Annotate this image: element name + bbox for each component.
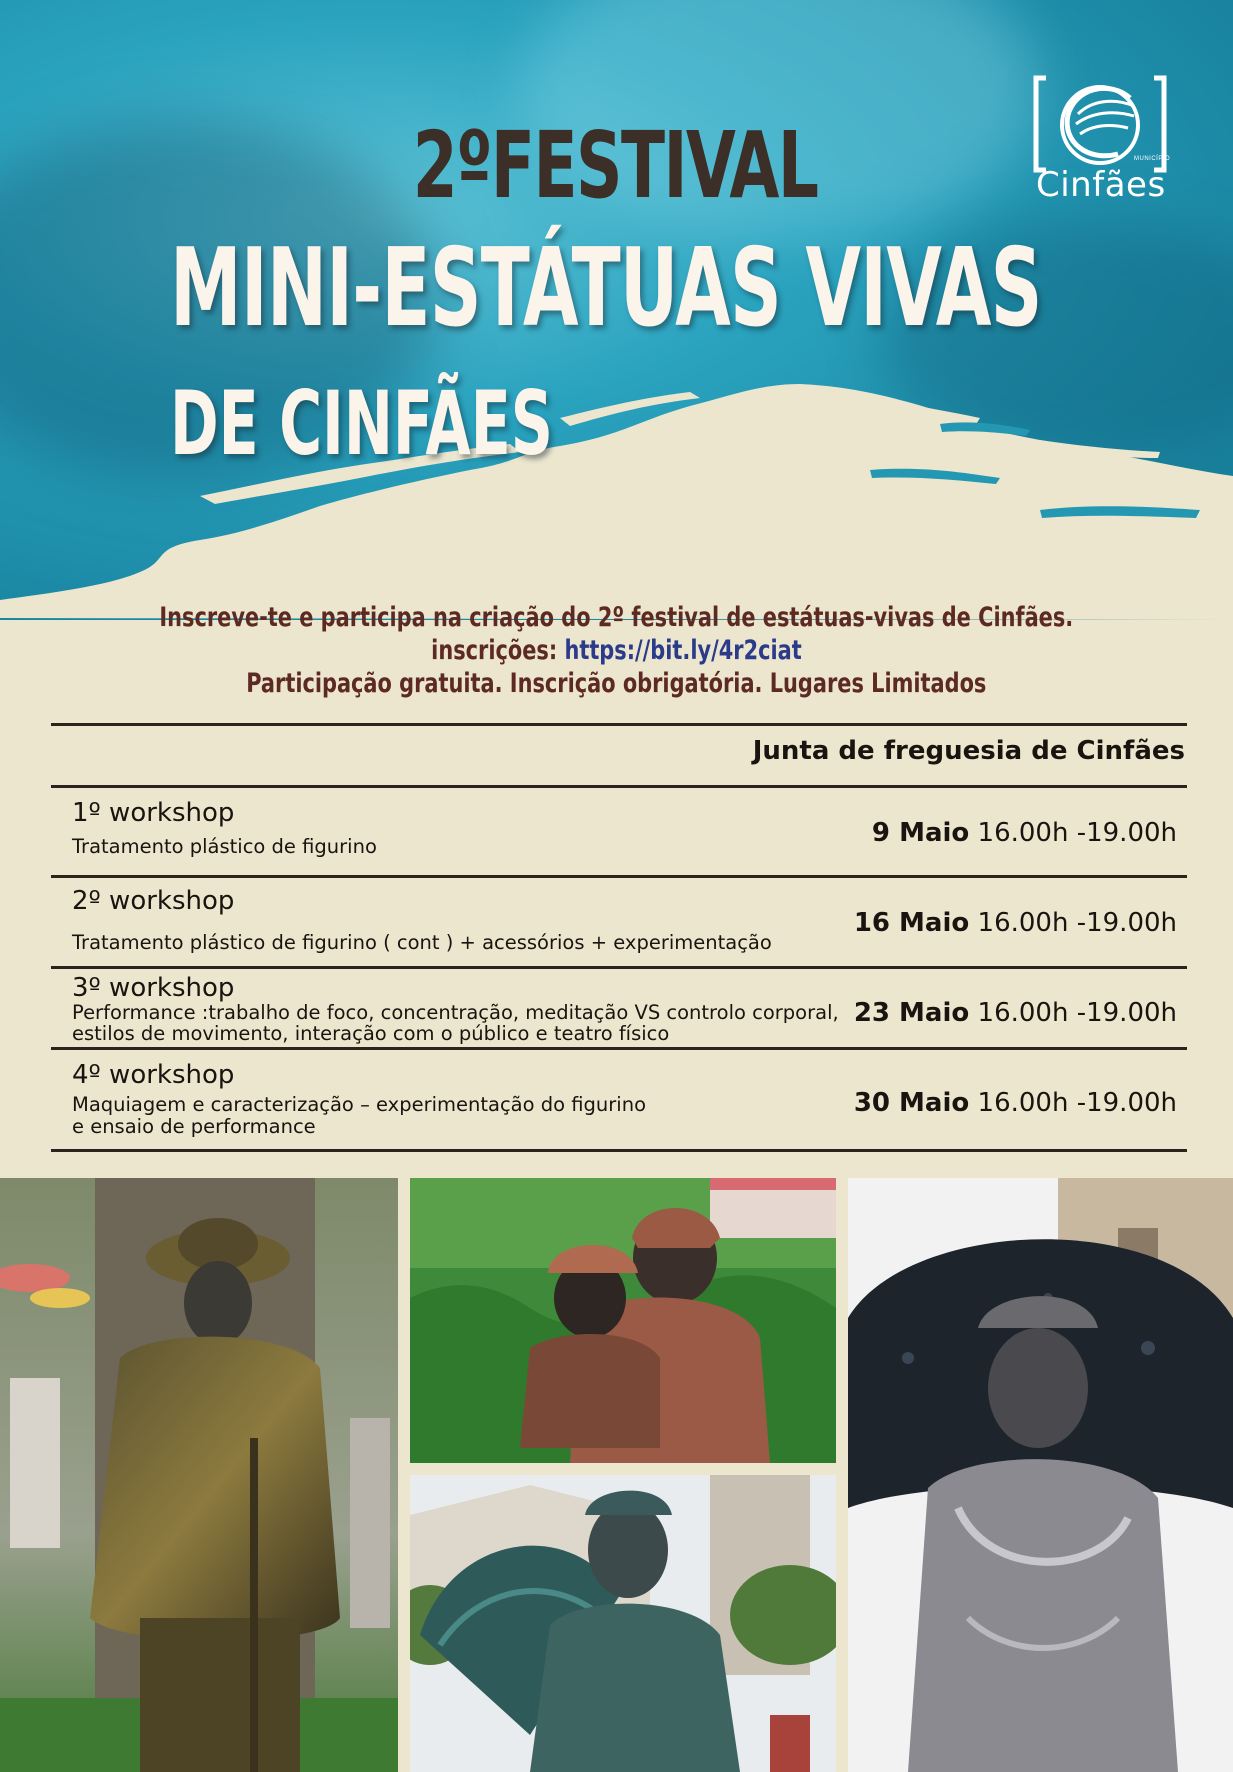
workshop-title: 2º workshop xyxy=(72,886,235,916)
info-line-1: Inscreve-te e participa na criação do 2º festival de estátuas-vivas de Cinfães. xyxy=(159,602,1074,633)
workshop-schedule: 30 Maio 16.00h -19.00h xyxy=(853,1088,1177,1118)
info-line-3: Participação gratuita. Inscrição obrigatória. Lugares Limitados xyxy=(246,668,987,699)
logo-municipio-label: MUNICÍPIO xyxy=(1134,156,1171,162)
workshop-schedule: 16 Maio 16.00h -19.00h xyxy=(853,908,1177,938)
statue-teal-umbrella-photo xyxy=(410,1475,836,1772)
table-rule xyxy=(51,1149,1187,1152)
table-rule xyxy=(51,785,1187,788)
festival-edition-title: 2ºFESTIVAL xyxy=(412,112,818,219)
table-rule xyxy=(51,1047,1187,1050)
statue-silver-girl-photo xyxy=(848,1178,1233,1772)
registration-label: inscrições: xyxy=(431,635,565,666)
workshop-title: 3º workshop xyxy=(72,973,235,1003)
logo-text: Cinfães xyxy=(1036,165,1166,205)
info-line-2 xyxy=(0,635,1233,666)
table-rule xyxy=(51,723,1187,726)
main-subtitle: DE CINFÃES xyxy=(170,372,553,475)
workshop-schedule: 23 Maio 16.00h -19.00h xyxy=(853,998,1177,1028)
main-title: MINI-ESTÁTUAS VIVAS xyxy=(170,226,1042,351)
workshop-description: Performance :trabalho de foco, concentração, meditação VS controlo corporal, xyxy=(72,1001,839,1024)
table-rule xyxy=(51,875,1187,878)
statue-copper-pair-photo xyxy=(410,1178,836,1463)
workshop-title: 4º workshop xyxy=(72,1060,235,1090)
venue-name: Junta de freguesia de Cinfães xyxy=(752,736,1185,766)
workshop-description: Tratamento plástico de figurino xyxy=(72,835,377,858)
workshop-description: Maquiagem e caracterização – experimentação do figurino xyxy=(72,1093,647,1116)
workshop-description: estilos de movimento, interação com o público e teatro físico xyxy=(72,1022,670,1045)
hero-background xyxy=(0,0,1233,620)
workshop-schedule: 9 Maio 16.00h -19.00h xyxy=(871,818,1177,848)
workshop-title: 1º workshop xyxy=(72,798,235,828)
workshop-description: e ensaio de performance xyxy=(72,1115,316,1138)
table-rule xyxy=(51,966,1187,969)
statue-gold-boy-photo xyxy=(0,1178,398,1772)
workshop-description: Tratamento plástico de figurino ( cont ) + acessórios + experimentação xyxy=(72,931,772,954)
registration-link[interactable]: https://bit.ly/4r2ciat xyxy=(564,635,802,666)
